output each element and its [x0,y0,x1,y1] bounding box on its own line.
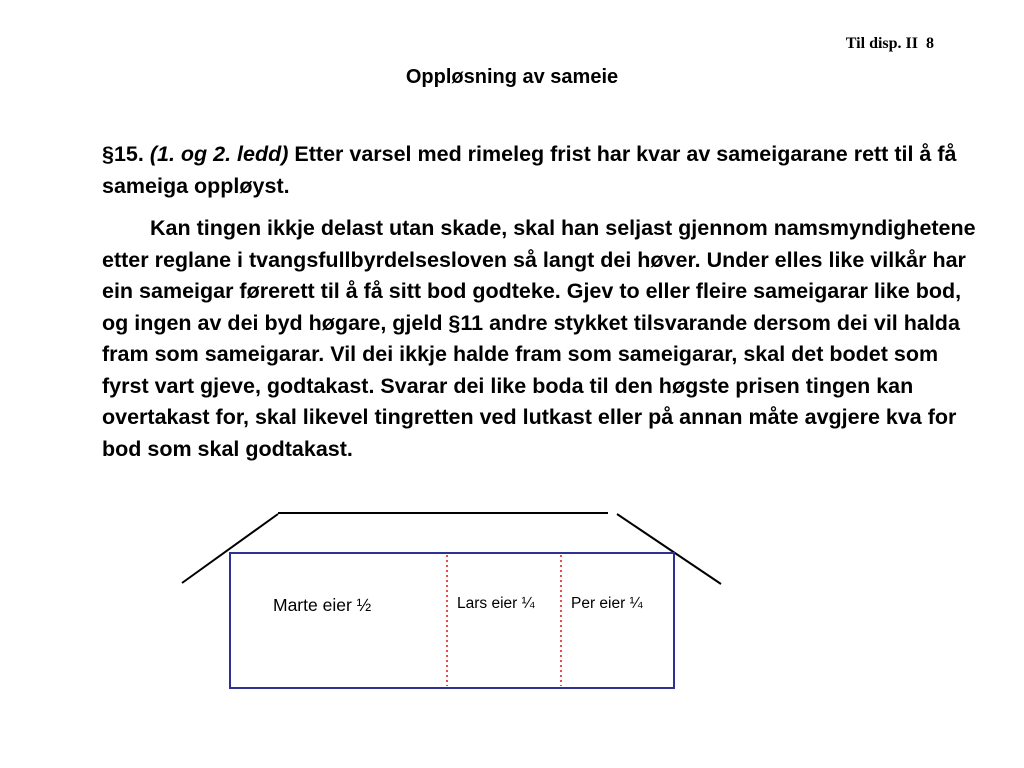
owner-label-marte: Marte eier ½ [273,595,372,615]
ledd-reference: (1. og 2. ledd) [149,142,289,166]
paragraph-1-text: Etter varsel med rimeleg frist har kvar av sameigarane rett til å få sameiga oppløyst. [102,142,957,198]
slide-reference: Til disp. II 8 [845,35,934,52]
slide-title: Oppløsning av sameie [405,66,619,88]
section-number: §15. [102,142,144,166]
roof-right-slope [617,514,721,584]
owner-label-lars: Lars eier ¼ [457,595,535,612]
house-body [230,553,674,688]
owner-label-per: Per eier ¼ [571,595,643,612]
paragraph-2: Kan tingen ikkje delast utan skade, skal han seljast gjennom namsmyndighetene etter reglane i tvangsfullbyrdelsesloven så langt dei høver. Under elles like vilkår har ein sameigar førerett til å få sitt bod godteke. Gjev to eller fleire sameigarar like bod, og ingen av dei byd høgare, gjeld §11 andre stykket tilsvarande dersom dei vil halda fram som sameigarar. Vil dei ikkje halde fram som sameigarar, skal det bodet som fyrst vart gjeve, godtakast. Svarar dei like boda til den høgste prisen tingen kan overtakast for, skal likevel tingretten ved lutkast eller på annan måte avgjere kva for bod som skal godtakast. [102,216,976,461]
